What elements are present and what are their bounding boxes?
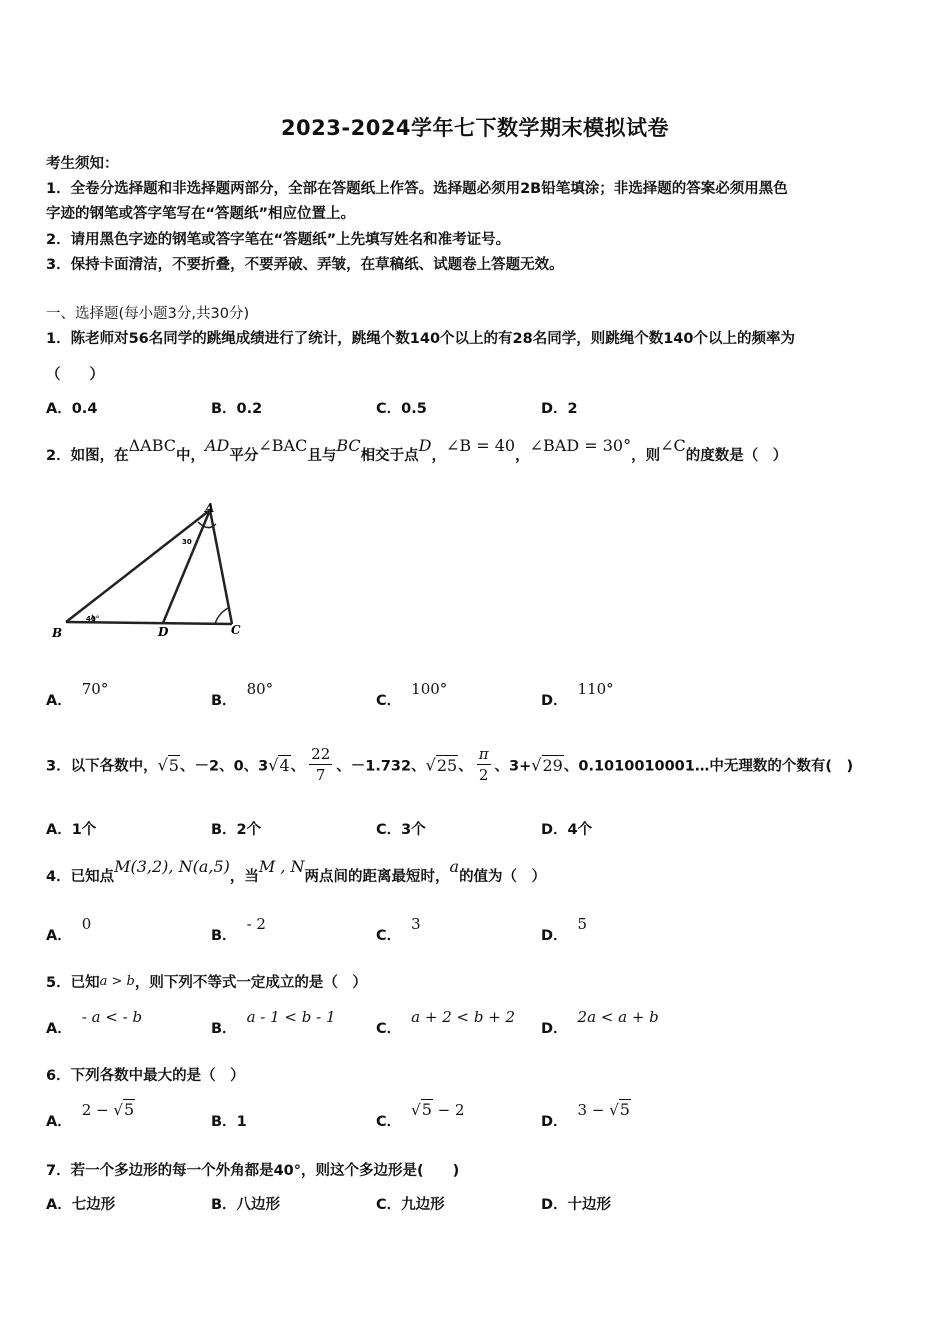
radicand: 29 — [542, 755, 563, 775]
notice-item-2: 2．请用黑色字迹的钢笔或答字笔在“答题纸”上先填写姓名和准考证号。 — [46, 232, 511, 248]
option-value: 110° — [577, 680, 614, 698]
option-value: 5 — [577, 915, 588, 933]
q3-option-d: D．4个 — [541, 822, 593, 838]
value-pre: 3 − — [577, 1101, 610, 1119]
option-label: D． — [541, 693, 568, 709]
radicand: 5 — [123, 1100, 135, 1119]
q5-part: 5．已知 — [46, 975, 100, 991]
q5-part: ，则下列不等式一定成立的是（ ） — [134, 975, 367, 991]
radicand: 5 — [421, 1100, 432, 1119]
angle-b-label: 40° — [86, 615, 100, 623]
q1-paren: （ ） — [46, 367, 104, 383]
q3-sqrt-4: √4 — [268, 755, 290, 775]
q6-text: 6．下列各数中最大的是（ ） — [46, 1068, 245, 1084]
option-label: A． — [46, 1114, 72, 1130]
page-title: 2023-2024学年七下数学期末模拟试卷 — [280, 116, 670, 140]
q2-part: 中， — [176, 448, 205, 464]
option-value: 0 — [81, 915, 92, 933]
q2-part: 且与 — [307, 448, 337, 464]
q1-option-d: D．2 — [541, 401, 578, 417]
q3-option-c: C．3个 — [376, 822, 426, 838]
option-label: A． — [46, 1021, 72, 1037]
option-value: 80° — [246, 680, 274, 698]
option-label: B． — [211, 693, 237, 709]
notice-item-1-cont: 字迹的钢笔或答字笔写在“答题纸”相应位置上。 — [46, 206, 356, 222]
q4-point-names: M , N — [258, 857, 305, 876]
option-value: 100° — [411, 680, 448, 698]
value-pre: 2 − — [81, 1101, 114, 1119]
option-label: B． — [211, 928, 237, 944]
denominator: 7 — [315, 766, 326, 784]
q6-option-b — [211, 1110, 247, 1131]
option-label: C． — [376, 1021, 402, 1037]
q2-angle-c: ∠C — [660, 436, 686, 455]
numerator: π — [478, 745, 489, 763]
q3-part: 、－1.732、 — [336, 758, 426, 775]
q2-part: 平分 — [229, 448, 259, 464]
notice-item-1: 1．全卷分选择题和非选择题两部分，全部在答题纸上作答。选择题必须用2B铅笔填涂；非选择题的答案必须用黑色 — [46, 181, 788, 197]
q3-option-b: B．2个 — [211, 822, 262, 838]
q3-part: 3．以下各数中， — [46, 758, 158, 775]
section-heading: 一、选择题(每小题3分,共30分) — [46, 306, 250, 322]
q6-option-a — [46, 1100, 135, 1131]
angle-bad-label: 30 — [182, 538, 192, 546]
numerator: 22 — [311, 745, 331, 763]
vertex-a-label: A — [205, 501, 215, 515]
option-value: 3 — [411, 915, 421, 933]
q2-angle-bac: ∠BAC — [258, 436, 308, 455]
q7-option-a: A．七边形 — [46, 1197, 116, 1213]
q4-part: 的值为（ ） — [459, 869, 547, 885]
option-value: - a < - b — [81, 1008, 143, 1026]
option-value: 3 − √5 — [577, 1100, 630, 1119]
q3-fraction-22-7 — [309, 744, 332, 785]
vertex-b-label: B — [52, 626, 63, 640]
q2-segment-bc: BC — [336, 436, 361, 455]
q5-option-d — [541, 1008, 659, 1038]
q2-triangle-figure — [48, 498, 258, 646]
q2-option-c — [376, 680, 448, 710]
q2-option-a — [46, 680, 109, 710]
denominator: 2 — [478, 766, 489, 784]
option-value: 2 − √5 — [81, 1100, 135, 1119]
q7-option-d: D．十边形 — [541, 1197, 612, 1213]
option-label: C． — [376, 1114, 402, 1130]
value-post: − 2 — [432, 1101, 465, 1119]
q7-text: 7．若一个多边形的每一个外角都是40°，则这个多边形是( ) — [46, 1163, 460, 1179]
q7-option-b: B．八边形 — [211, 1197, 281, 1213]
notice-item-3: 3．保持卡面清洁，不要折叠，不要弄破、弄皱，在草稿纸、试题卷上答题无效。 — [46, 257, 564, 273]
q6-option-d — [541, 1100, 631, 1131]
q5-condition: a > b — [99, 974, 135, 989]
option-label: D． — [541, 1021, 568, 1037]
q4-option-b — [211, 915, 266, 945]
option-value: √5 − 2 — [411, 1100, 465, 1119]
option-label: C． — [376, 693, 402, 709]
q2-part: ，则 — [631, 448, 661, 464]
option-label: C． — [376, 928, 402, 944]
q2-part: ， — [431, 448, 446, 464]
q1-text: 1．陈老师对56名同学的跳绳成绩进行了统计，跳绳个数140个以上的有28名同学，则跳绳个数140个以上的频率为 — [46, 331, 795, 347]
q4-option-a — [46, 915, 92, 945]
radicand: 5 — [168, 755, 179, 775]
option-label: A． — [46, 693, 72, 709]
q2-angle-bad: ∠BAD = 30° — [529, 436, 632, 455]
q2-part: 相交于点 — [360, 448, 419, 464]
q3-option-a: A．1个 — [46, 822, 97, 838]
q3-part: 、 — [458, 758, 473, 775]
q2-part: ， — [515, 448, 530, 464]
q6-option-c — [376, 1100, 465, 1131]
option-value: 70° — [81, 680, 109, 698]
vertex-d-label: D — [158, 625, 169, 639]
q3-sqrt-5: √5 — [157, 755, 179, 775]
q5-option-c — [376, 1008, 516, 1038]
q2-point-d: D — [418, 436, 432, 455]
q5-option-a — [46, 1008, 143, 1038]
q2-part: 2．如图，在 — [46, 448, 129, 464]
radicand: 25 — [436, 755, 458, 775]
q2-part: 的度数是（ ） — [685, 448, 788, 464]
q2-triangle-abc: ΔABC — [128, 436, 176, 455]
q2-segment-ad: AD — [205, 436, 230, 455]
q1-option-a: A．0.4 — [46, 401, 98, 417]
q3-part: 、3+ — [494, 758, 532, 775]
q2-option-b — [211, 680, 274, 710]
edge-ab — [66, 510, 210, 622]
q1-option-c: C．0.5 — [376, 401, 427, 417]
q4-part: 两点间的距离最短时， — [304, 869, 450, 885]
q3-sqrt-25: √25 — [425, 755, 458, 775]
q1-option-b: B．0.2 — [211, 401, 263, 417]
option-value: - 2 — [246, 915, 266, 933]
option-value: a + 2 < b + 2 — [411, 1008, 516, 1026]
q5-option-b — [211, 1008, 336, 1038]
option-label: D． — [541, 1114, 568, 1130]
q2-angle-b: ∠B = 40 — [445, 436, 516, 455]
q5-text — [46, 971, 367, 992]
q3-text — [46, 746, 853, 787]
q4-part: ，当 — [229, 869, 259, 885]
q4-points: M(3,2), N(a,5) — [114, 857, 230, 876]
q4-option-c — [376, 915, 421, 945]
option-value: 1 — [236, 1114, 247, 1130]
option-label: B． — [211, 1114, 237, 1130]
notice-heading: 考生须知： — [46, 156, 119, 172]
q7-option-c: C．九边形 — [376, 1197, 445, 1213]
q3-fraction-pi-2 — [477, 744, 491, 785]
radicand: 4 — [279, 755, 290, 775]
radicand: 5 — [619, 1100, 630, 1119]
option-value: a - 1 < b - 1 — [246, 1008, 336, 1026]
q2-text — [46, 436, 788, 465]
angle-c-arc — [215, 608, 228, 624]
q2-option-d — [541, 680, 614, 710]
vertex-c-label: C — [231, 623, 241, 637]
option-label: D． — [541, 928, 568, 944]
q3-sqrt-29: √29 — [531, 755, 563, 775]
q4-part: 4．已知点 — [46, 869, 115, 885]
q3-part: 、0.1010010001…中无理数的个数有( ) — [563, 758, 854, 775]
option-value: 2a < a + b — [577, 1008, 659, 1026]
q4-variable-a: a — [449, 857, 460, 876]
q4-option-d — [541, 915, 588, 945]
option-label: B． — [211, 1021, 237, 1037]
option-label: A． — [46, 928, 72, 944]
q3-part: 、－2、0、3 — [179, 758, 269, 775]
q3-part: 、 — [290, 758, 306, 775]
q4-text — [46, 857, 547, 886]
edge-ac — [210, 510, 232, 624]
